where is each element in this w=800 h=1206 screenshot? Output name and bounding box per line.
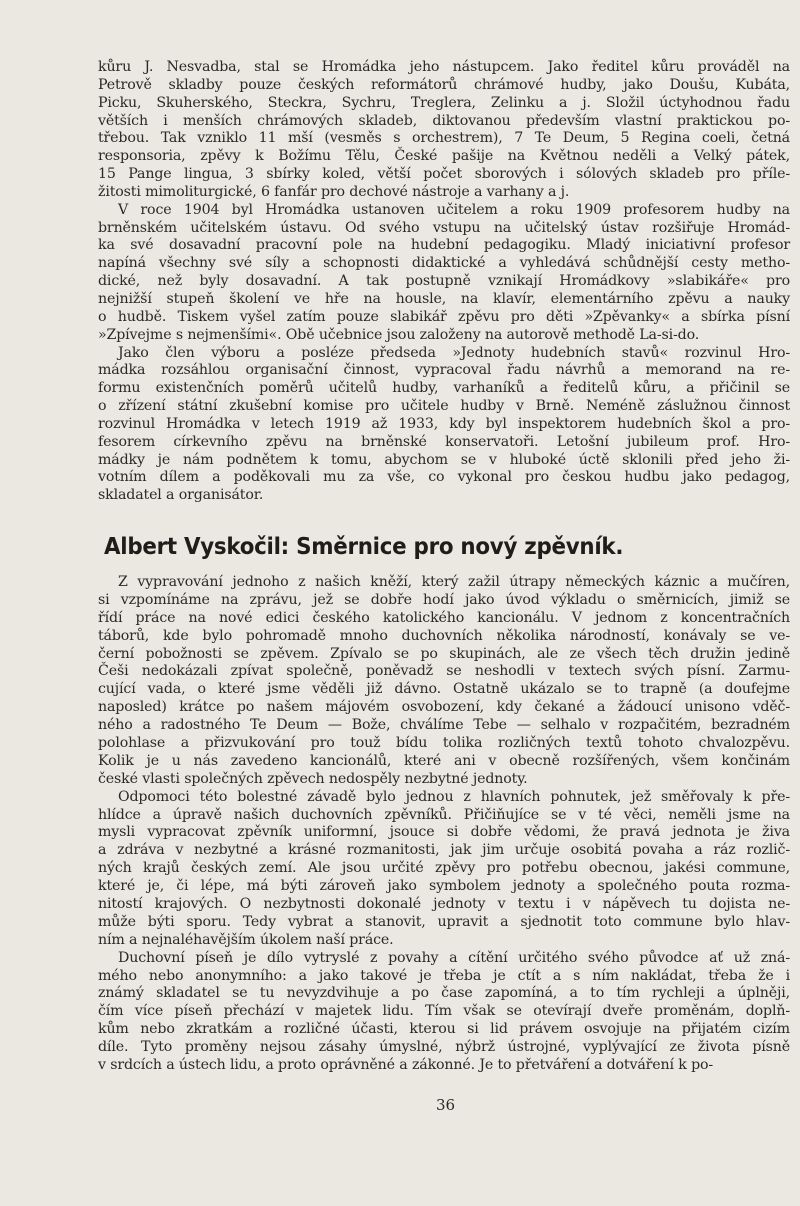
text-line: ka své dosavadní pracovní pole na hudební pedagogiku. Mladý iniciativní profesor	[98, 237, 790, 254]
article-heading: Albert Vyskočil: Směrnice pro nový zpěvník.	[104, 534, 624, 560]
article-body-section	[98, 574, 790, 1075]
text-line: třebou. Tak vzniklo 11 mší (vesměs s orchestrem), 7 Te Deum, 5 Regina coeli, četná	[98, 130, 790, 147]
text-line: žitosti mimoliturgické, 6 fanfár pro dechové nástroje a varhany a j.	[98, 183, 570, 200]
text-line: řídí práce na nové edici českého katolického kancionálu. V jednom z koncentračních	[98, 609, 790, 626]
text-line: o zřízení státní zkušební komise pro učitele hudby v Brně. Neméně záslužnou činnost	[98, 398, 790, 415]
text-line: nitostí krajových. O nezbytnosti dokonalé jednoty v textu i v nápěvech tu dojista ne-	[98, 896, 790, 913]
text-line: formu existenčních poměrů učitelů hudby, varhaníků a ředitelů kůru, a přičinil se	[98, 380, 790, 397]
text-line: cující vada, o které jsme věděli již dávno. Ostatně ukázalo se to trapně (a doufejme	[98, 681, 790, 698]
text-line: Jako člen výboru a posléze předseda »Jednoty hudebních stavů« rozvinul Hro-	[118, 344, 790, 361]
article-continuation-section	[98, 59, 790, 505]
page-number: 36	[436, 1096, 456, 1114]
text-line: české vlasti společných zpěvech nedospěly nezbytné jednoty.	[98, 770, 528, 787]
text-line: naposled) krátce po našem májovém osvobození, kdy čekané a žádoucí unisono vděč-	[98, 699, 790, 716]
text-line: díle. Tyto proměny nejsou zásahy úmyslné, nýbrž ústrojné, vyplývající ze života písně	[98, 1039, 790, 1056]
text-line: o hudbě. Tiskem vyšel zatím pouze slabikář zpěvu pro děti »Zpěvanky« a sbírka písní	[98, 308, 790, 325]
text-line: votním dílem a poděkovali mu za vše, co vykonal pro českou hudbu jako pedagog,	[98, 469, 790, 486]
text-line: Picku, Skuherského, Steckra, Sychru, Treglera, Zelinku a j. Složil úctyhodnou řadu	[98, 94, 790, 111]
paragraph	[98, 202, 790, 345]
text-line: polohlase a přizvukování pro touž bídu tolika rozličných textů tohoto chvalozpěvu.	[98, 735, 790, 752]
paragraph	[98, 345, 790, 506]
text-line: 15 Pange lingua, 3 sbírky koled, větší počet sborových i sólových skladeb pro příle-	[98, 166, 790, 183]
text-line: v srdcích a ústech lidu, a proto oprávněné a zákonné. Je to přetváření a dotváření k po-	[98, 1057, 714, 1074]
text-line: V roce 1904 byl Hromádka ustanoven učitelem a roku 1909 profesorem hudby na	[118, 201, 790, 218]
text-line: skladatel a organisátor.	[98, 487, 264, 504]
text-line: kůru J. Nesvadba, stal se Hromádka jeho nástupcem. Jako ředitel kůru prováděl na	[98, 59, 790, 75]
paragraph	[98, 574, 790, 789]
text-line: ných krajů českých zemí. Ale jsou určité zpěvy pro potřebu obecnou, jakési commune,	[98, 860, 790, 877]
text-line: mého nebo anonymního: a jako takové je třeba je ctít a s ním nakládat, třeba že i	[98, 967, 790, 984]
paragraph	[98, 59, 790, 202]
text-line: nejnižší stupeň školení ve hře na housle, na klavír, elementárního zpěvu a nauky	[98, 290, 790, 307]
text-line: může býti sporu. Tedy vybrat a stanovit, upravit a sjednotit toto commune bylo hlav-	[98, 913, 790, 930]
text-line: responsoria, zpěvy k Božímu Tělu, České pašije na Květnou neděli a Velký pátek,	[98, 148, 790, 165]
text-line: rozvinul Hromádka v letech 1919 až 1933, kdy byl inspektorem hudebních škol a pro-	[98, 415, 790, 432]
text-line: a zdráva v nezbytné a krásné rozmanitosti, jak jim určuje osobitá povaha a ráz rozlič-	[98, 842, 790, 859]
text-line: černí pobožnosti se zpěvem. Zpívalo se po skupinách, ale ze všech těch družin jedině	[98, 645, 790, 662]
text-line: napíná všechny své síly a schopnosti didaktické a vyhledává schůdnější cesty metho-	[98, 255, 790, 272]
text-line: čím více píseň přechází v majetek lidu. Tím však se otevírají dveře proměnám, doplň-	[98, 1003, 790, 1020]
text-line: fesorem církevního zpěvu na brněnské konservatoři. Letošní jubileum prof. Hro-	[98, 433, 790, 450]
text-line: známý skladatel se tu nevyzdvihuje a po čase zapomíná, a to tím rychleji a úplněji,	[98, 985, 790, 1002]
text-line: Kolik je u nás zavedeno kancionálů, které ani v obecně rozšířených, všem končinám	[98, 752, 790, 769]
text-line: táborů, kde bylo pohromadě mnoho duchovních několika národností, konávaly se ve-	[98, 627, 790, 644]
text-line: Petrově skladby pouze českých reformátorů chrámové hudby, jako Doušu, Kubáta,	[98, 76, 790, 93]
text-line: brněnském učitelském ústavu. Od svého vstupu na učitelský ústav rozšiřuje Hromád-	[98, 219, 790, 236]
text-line: mysli vypracovat zpěvník uniformní, jsouce si dobře vědomi, že pravá jednota je živa	[98, 824, 790, 841]
text-line: mádka rozsáhlou organisační činnost, vypracoval řadu návrhů a memorand na re-	[98, 362, 790, 379]
paragraph	[98, 789, 790, 950]
paragraph	[98, 950, 790, 1075]
text-line: větších i menších chrámových skladeb, diktovanou především vlastní praktickou po-	[98, 112, 790, 129]
text-line: které je, či lépe, má býti zároveň jako symbolem jednoty a společného pouta rozma-	[98, 878, 790, 895]
text-line: Češi nedokázali zpívat společně, poněvadž se neshodli v textech svých písní. Zarmu-	[98, 663, 790, 680]
text-line: hlídce a úpravě našich duchovních zpěvníků. Přičiňujíce se v té věci, neměli jsme na	[98, 806, 790, 823]
text-line: Odpomoci této bolestné závadě bylo jednou z hlavních pohnutek, jež směřovaly k pře-	[118, 788, 790, 805]
text-line: ním a nejnaléhavějším úkolem naší práce.	[98, 931, 394, 948]
text-line: kům nebo zkratkám a rozličné účasti, kterou si lid právem osvojuje na přijatém cizím	[98, 1021, 790, 1038]
text-line: »Zpívejme s nejmenšími«. Obě učebnice jsou založeny na autorově methodě La-si-do.	[98, 326, 700, 343]
text-line: mádky je nám podnětem k tomu, abychom se v hluboké úctě sklonili před jeho ži-	[98, 451, 790, 468]
text-line: ného a radostného Te Deum — Bože, chválíme Tebe — selhalo v rozpačitém, bezradném	[98, 717, 790, 734]
text-line: si vzpomínáme na zprávu, jež se dobře hodí jako úvod výkladu o směrnicích, jimiž se	[98, 591, 790, 608]
text-line: dické, než byly dosavadní. A tak postupně vznikají Hromádkovy »slabikáře« pro	[98, 273, 790, 290]
text-line: Duchovní píseň je dílo vytryslé z povahy a cítění určitého svého původce ať už zná-	[118, 949, 790, 966]
text-line: Z vypravování jednoho z našich kněží, který zažil útrapy německých káznic a mučíren,	[118, 574, 790, 590]
